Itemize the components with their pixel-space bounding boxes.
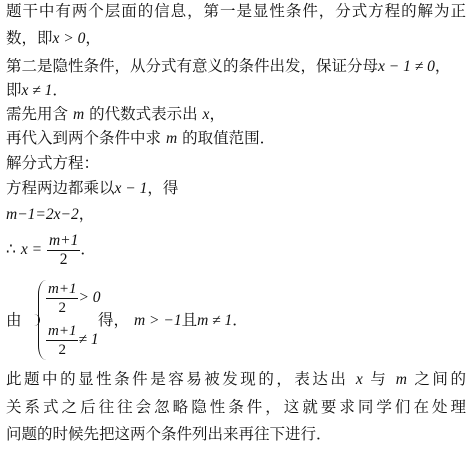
fraction-numerator: m+1 [48, 231, 79, 249]
text: 的代数式表示出 [89, 105, 198, 123]
fraction-denominator: 2 [58, 300, 66, 316]
text: ， [209, 105, 225, 123]
text-line-4 [6, 79, 68, 102]
math-expr: m > −1 [133, 312, 182, 329]
text: 数，即 [6, 29, 53, 47]
text-line-12 [6, 368, 466, 391]
text-line-5 [6, 103, 225, 126]
math-expr: m ≠ 1 [197, 312, 233, 329]
math-var: m [395, 371, 407, 388]
text: ， [85, 29, 101, 47]
text-line-6 [6, 127, 275, 150]
math-relation: > 0 [78, 289, 101, 307]
text-line-8 [6, 177, 178, 200]
text-line-1 [6, 0, 466, 22]
text-line-10 [6, 229, 96, 270]
text: ， [78, 205, 95, 223]
text-line-2 [6, 27, 101, 50]
text: ． [80, 240, 96, 258]
math-expr: x = [20, 241, 43, 258]
fraction [46, 322, 78, 359]
text: 此题中的显性条件是容易被发现的，表达出 [6, 370, 349, 388]
therefore-symbol: ∴ [6, 241, 16, 258]
text-line-11-result [98, 309, 248, 332]
text-line-7 [6, 152, 99, 174]
text: 关系式之后往往会忽略隐性条件，这就要求同学们在处理 [6, 398, 466, 416]
text: 的取值范围． [182, 129, 276, 147]
system-row-2 [46, 322, 99, 359]
math-var: x [355, 371, 363, 388]
text: 与 [370, 370, 389, 388]
text: 再代入到两个条件中求 [6, 129, 162, 147]
text: 之间的 [414, 370, 466, 388]
text: 由 [6, 311, 22, 329]
fraction-numerator: m+1 [48, 323, 77, 339]
fraction-numerator: m+1 [48, 281, 77, 297]
math-var: x [202, 106, 210, 123]
math-expr: x > 0 [52, 30, 86, 47]
text-line-11-label [6, 309, 22, 331]
text-line-3 [6, 55, 450, 78]
math-var: m [72, 106, 85, 123]
fraction-denominator: 2 [58, 342, 66, 358]
text: ，得 [147, 179, 179, 197]
text-line-9 [6, 203, 94, 226]
text: ， [434, 57, 451, 75]
math-relation: ≠ 1 [78, 331, 99, 349]
text: 解分式方程： [6, 154, 100, 172]
text: ． [52, 81, 68, 99]
math-expr: m−1=2x−2 [6, 206, 79, 223]
text: 得， [98, 311, 130, 329]
text: 问题的时候先把这两个条件列出来再往下进行． [6, 425, 332, 443]
fraction-denominator: 2 [59, 250, 68, 268]
text: 题干中有两个层面的信息，第一是显性条件，分式方程的解为正 [6, 2, 466, 20]
math-expr: x − 1 ≠ 0 [378, 58, 435, 75]
text: 方程两边都乘以 [6, 179, 115, 197]
text: 即 [6, 81, 22, 99]
text: ． [232, 311, 248, 329]
system-row-1 [46, 280, 101, 317]
math-expr: x ≠ 1 [21, 82, 53, 99]
text: 且 [181, 311, 198, 329]
text: 第二是隐性条件，从分式有意义的条件出发，保证分母 [6, 57, 379, 75]
fraction [47, 232, 80, 269]
fraction [46, 280, 78, 317]
math-var: m [165, 130, 178, 147]
text-line-13 [6, 396, 466, 418]
math-expr: x − 1 [114, 180, 148, 197]
text-line-14 [6, 423, 332, 445]
text: 需先用含 [6, 105, 69, 123]
